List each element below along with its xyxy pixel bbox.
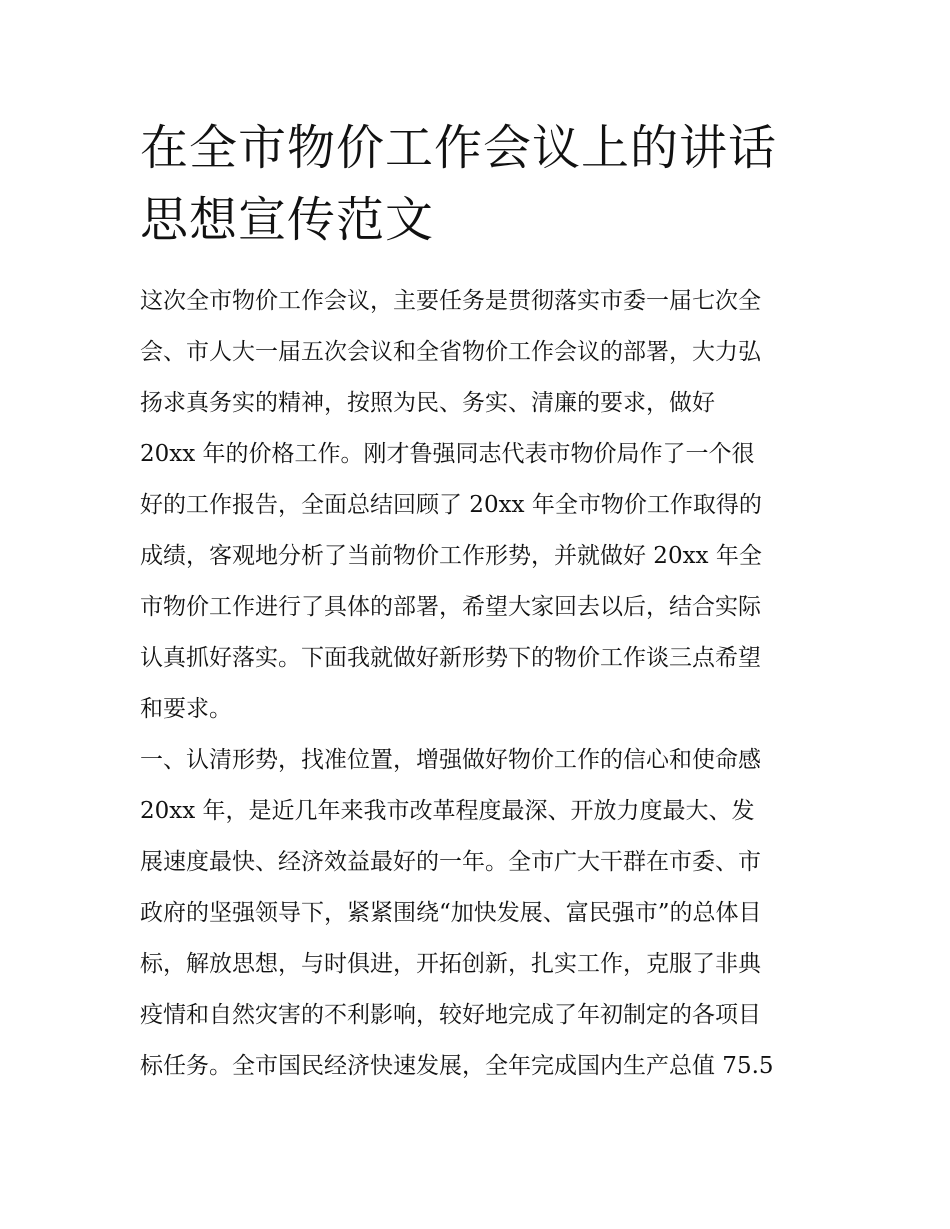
- body-line: 展速度最快、经济效益最好的一年。全市广大干群在市委、市: [140, 849, 761, 875]
- body-line: 疫情和自然灾害的不利影响，较好地完成了年初制定的各项目: [140, 1002, 761, 1028]
- body-line: 政府的坚强领导下，紧紧围绕“加快发展、富民强市”的总体目: [140, 900, 762, 926]
- body-line: 市物价工作进行了具体的部署，希望大家回去以后，结合实际: [140, 594, 761, 620]
- document-title: [140, 112, 820, 256]
- document-body: [140, 279, 820, 1095]
- body-line: 标任务。全市国民经济快速发展，全年完成国内生产总值 75.5: [140, 1053, 774, 1079]
- body-line: 20xx 年，是近几年来我市改革程度最深、开放力度最大、发: [140, 798, 755, 824]
- title-line-1: 在全市物价工作会议上的讲话: [140, 120, 778, 176]
- body-line: 认真抓好落实。下面我就做好新形势下的物价工作谈三点希望: [140, 645, 761, 671]
- body-line: 标，解放思想，与时俱进，开拓创新，扎实工作，克服了非典: [140, 951, 761, 977]
- body-line: 成绩，客观地分析了当前物价工作形势，并就做好 20xx 年全: [140, 543, 762, 569]
- section-heading-1: 一、认清形势，找准位置，增强做好物价工作的信心和使命感: [140, 747, 761, 773]
- body-line: 会、市人大一届五次会议和全省物价工作会议的部署，大力弘: [140, 339, 761, 365]
- body-line: 20xx 年的价格工作。刚才鲁强同志代表市物价局作了一个很: [140, 441, 755, 467]
- title-line-2: 思想宣传范文: [140, 192, 435, 248]
- body-line: 和要求。: [140, 696, 232, 722]
- body-line: 这次全市物价工作会议，主要任务是贯彻落实市委一届七次全: [140, 288, 761, 314]
- body-line: 好的工作报告，全面总结回顾了 20xx 年全市物价工作取得的: [140, 492, 762, 518]
- body-line: 扬求真务实的精神，按照为民、务实、清廉的要求，做好: [140, 390, 715, 416]
